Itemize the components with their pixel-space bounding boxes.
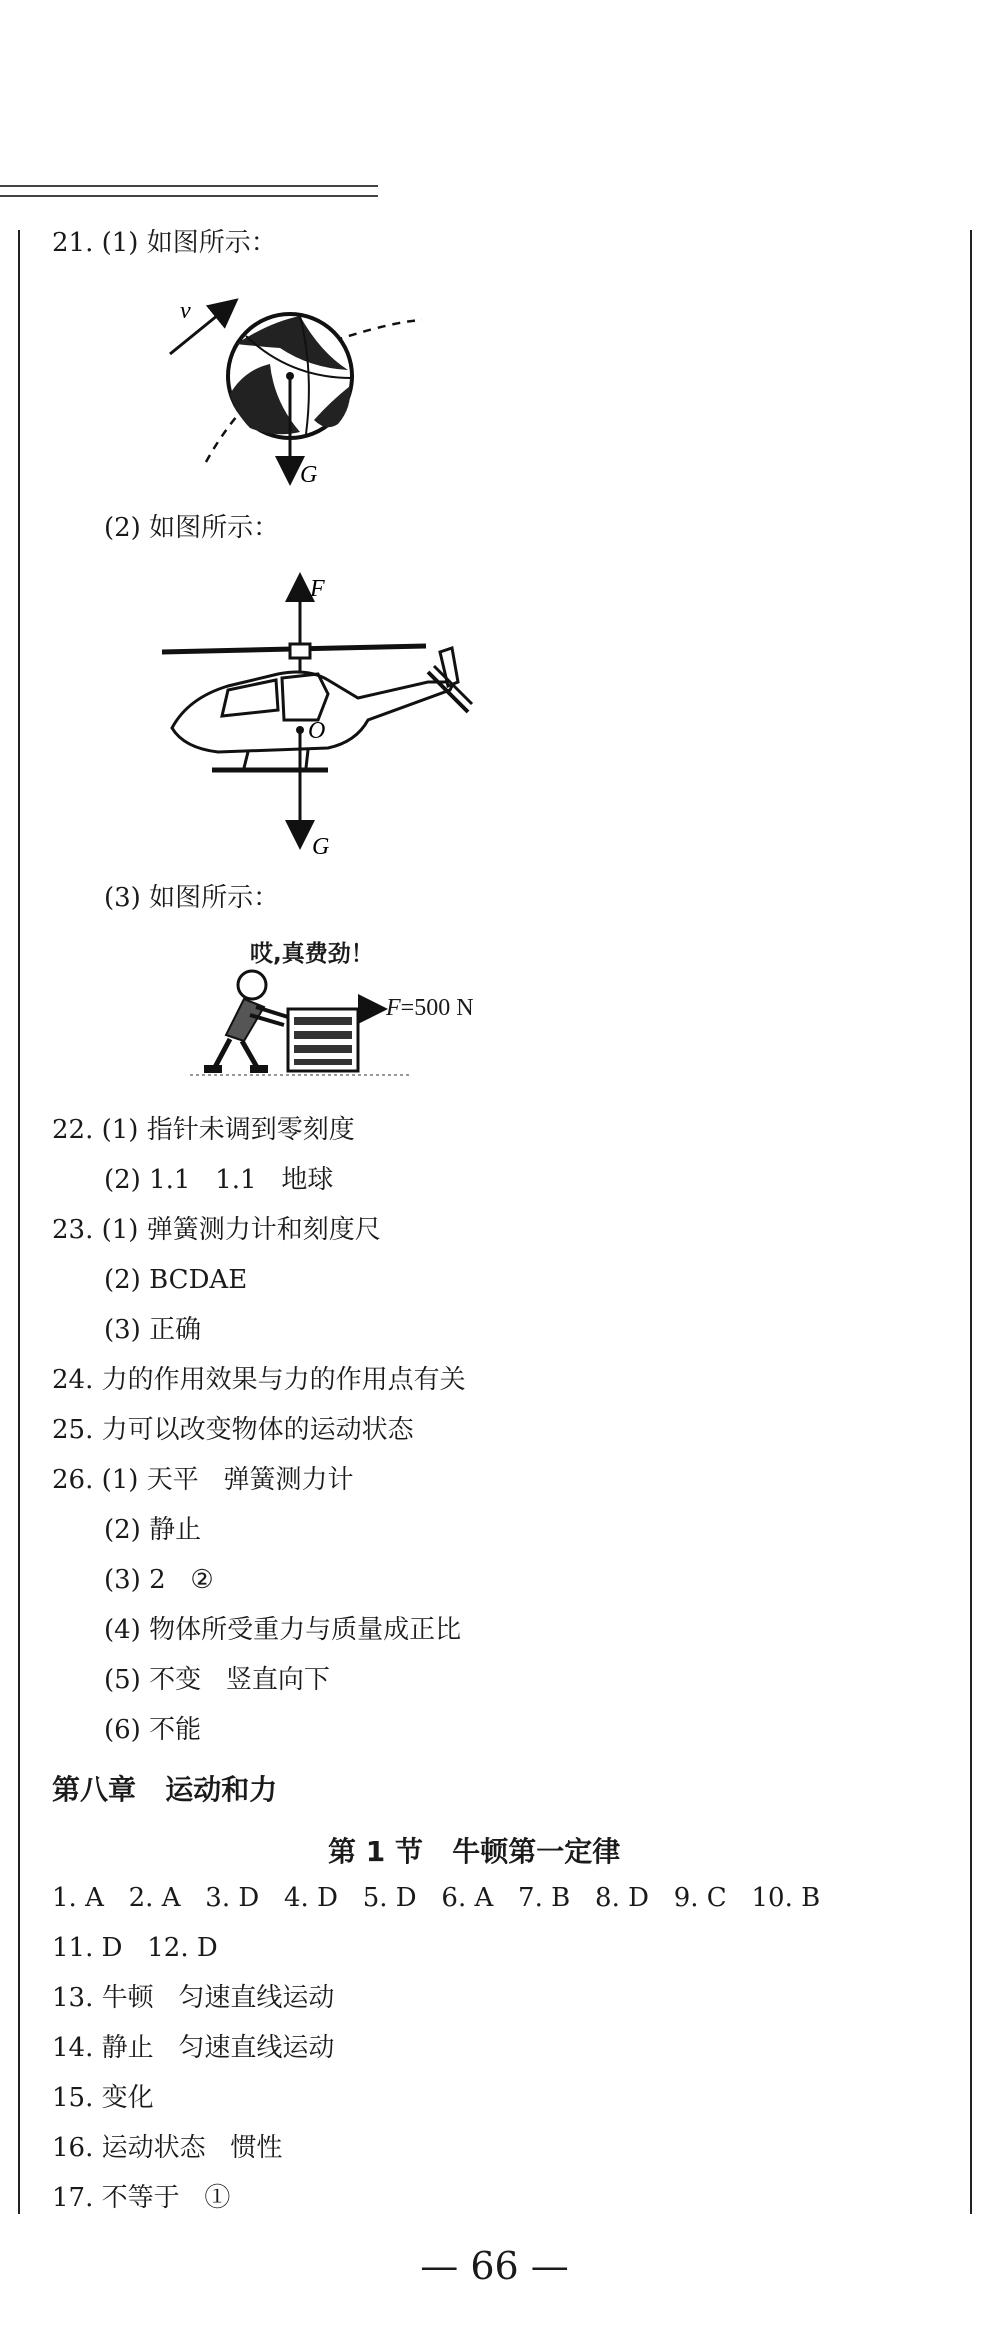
q15-answer: 15. 变化 bbox=[52, 2083, 154, 2113]
q22-part2: (2) 1.1 1.1 地球 bbox=[104, 1165, 334, 1195]
force-value: =500 N bbox=[400, 995, 474, 1021]
q23-part1: 23. (1) 弹簧测力计和刻度尺 bbox=[52, 1215, 381, 1245]
top-double-rule bbox=[0, 185, 378, 197]
q17-answer: 17. 不等于 ① bbox=[52, 2183, 231, 2213]
weight-label: G bbox=[312, 834, 330, 860]
q26-part4: (4) 物体所受重力与质量成正比 bbox=[104, 1615, 462, 1645]
q23-part3: (3) 正确 bbox=[104, 1315, 202, 1345]
volleyball-figure bbox=[150, 282, 440, 492]
velocity-label: v bbox=[180, 298, 191, 324]
page-number: — 66 — bbox=[420, 2244, 569, 2288]
q26-part5: (5) 不变 竖直向下 bbox=[104, 1665, 330, 1695]
force-label bbox=[386, 995, 474, 1022]
q14-answer: 14. 静止 匀速直线运动 bbox=[52, 2033, 335, 2063]
speech-bubble-text: 哎,真费劲！ bbox=[250, 941, 374, 967]
q13-answer: 13. 牛顿 匀速直线运动 bbox=[52, 1983, 335, 2013]
q21-part2: (2) 如图所示： bbox=[104, 513, 280, 543]
q24-answer: 24. 力的作用效果与力的作用点有关 bbox=[52, 1365, 466, 1395]
q26-part2: (2) 静止 bbox=[104, 1515, 202, 1545]
helicopter-figure bbox=[158, 570, 478, 860]
q26-part3: (3) 2 ② bbox=[104, 1565, 214, 1595]
q16-answer: 16. 运动状态 惯性 bbox=[52, 2133, 283, 2163]
lift-label: F bbox=[310, 576, 325, 602]
q26-part1: 26. (1) 天平 弹簧测力计 bbox=[52, 1465, 354, 1495]
mc-answers-row1: 1. A 2. A 3. D 4. D 5. D 6. A 7. B 8. D 9. C 10. B bbox=[52, 1883, 821, 1913]
person-head bbox=[238, 971, 266, 999]
pushing-box-figure bbox=[160, 965, 570, 1081]
person-body bbox=[226, 999, 264, 1041]
mc-answers-row2: 11. D 12. D bbox=[52, 1933, 218, 1963]
q23-part2: (2) BCDAE bbox=[104, 1265, 248, 1295]
q21-part1: 21. (1) 如图所示： bbox=[52, 228, 277, 258]
q21-part3: (3) 如图所示： bbox=[104, 883, 280, 913]
section-title: 第 1 节 牛顿第一定律 bbox=[328, 1835, 621, 1868]
gravity-label: G bbox=[300, 462, 318, 488]
q26-part6: (6) 不能 bbox=[104, 1715, 202, 1745]
q22-part1: 22. (1) 指针未调到零刻度 bbox=[52, 1115, 355, 1145]
q25-answer: 25. 力可以改变物体的运动状态 bbox=[52, 1415, 414, 1445]
center-label: O bbox=[308, 718, 326, 744]
chapter-title: 第八章 运动和力 bbox=[52, 1773, 278, 1806]
force-symbol: F bbox=[386, 995, 401, 1021]
